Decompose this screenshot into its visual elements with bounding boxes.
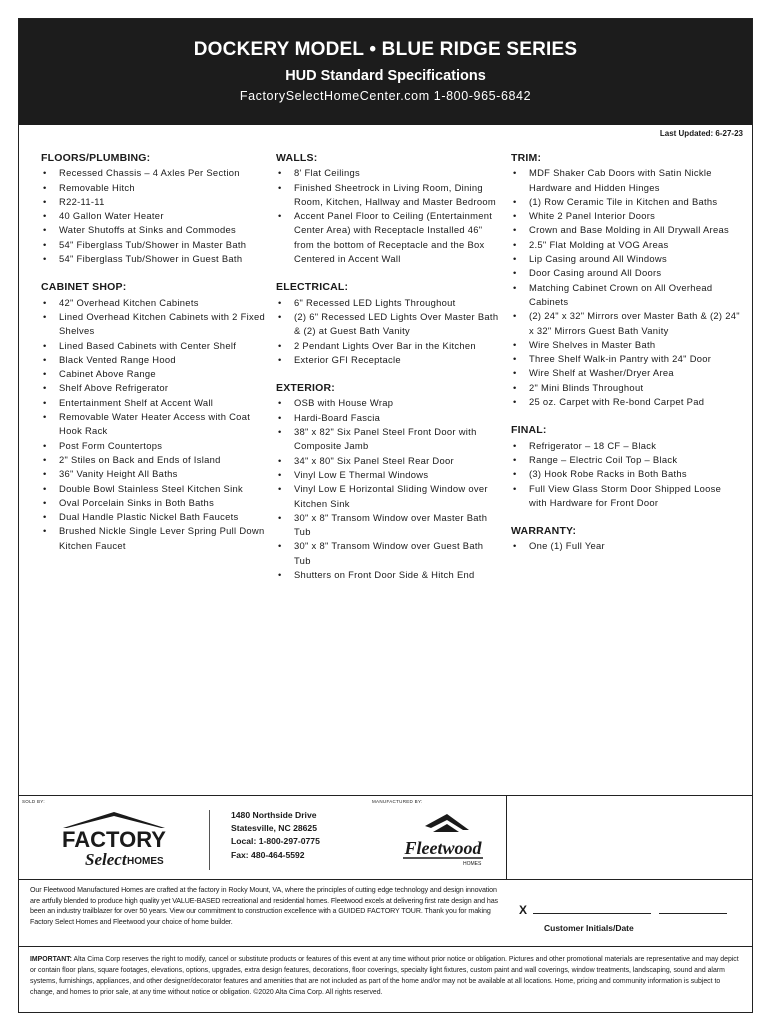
spec-item: • Lip Casing around All Windows: [511, 252, 741, 266]
section-title: FLOORS/PLUMBING:: [41, 152, 151, 164]
spec-item: • 36" Vanity Height All Baths: [41, 467, 273, 481]
section-title: WARRANTY:: [511, 525, 577, 538]
spec-list: [41, 166, 273, 266]
spec-column-2: [276, 151, 500, 596]
spec-item: • Shutters on Front Door Side & Hitch End: [276, 568, 500, 582]
spec-item: • 34" x 80" Six Panel Steel Rear Door: [276, 454, 500, 468]
spec-item: • 6" Recessed LED Lights Throughout: [276, 296, 500, 310]
manufactured-by-label: MANUFACTURED BY:: [372, 799, 423, 804]
spec-section: [511, 524, 741, 554]
initials-line: [519, 903, 749, 917]
spec-item: • Wire Shelves in Master Bath: [511, 338, 741, 352]
spec-item: • 38" x 82" Six Panel Steel Front Door with Composite Jamb: [276, 425, 500, 454]
spec-list: [511, 166, 741, 409]
section-title: ELECTRICAL:: [276, 281, 349, 294]
factory-logo-line2: Select: [85, 850, 127, 869]
spec-item: • Dual Handle Plastic Nickel Bath Faucets: [41, 510, 273, 524]
spec-column-3: [511, 151, 741, 568]
page-title: DOCKERY MODEL • BLUE RIDGE SERIES: [193, 39, 578, 60]
spec-item: • Wire Shelf at Washer/Dryer Area: [511, 366, 741, 380]
section-title: EXTERIOR:: [276, 382, 335, 395]
spec-column-1: [41, 151, 273, 567]
spec-item: • Matching Cabinet Crown on All Overhead Cabinets: [511, 281, 741, 310]
section-title: TRIM:: [511, 152, 542, 164]
spec-section: [41, 151, 273, 266]
spec-item: • Post Form Countertops: [41, 439, 273, 453]
spec-item: • Vinyl Low E Horizontal Sliding Window over Kitchen Sink: [276, 482, 500, 511]
section-title: FINAL:: [511, 424, 547, 437]
spec-section: [276, 151, 500, 266]
spec-section: [41, 280, 273, 553]
spec-item: • 30" x 8" Transom Window over Master Bath Tub: [276, 511, 500, 540]
header-banner: [19, 19, 752, 125]
spec-list: [41, 296, 273, 553]
spec-list: [276, 396, 500, 582]
fleetwood-logo-sub: HOMES: [463, 861, 482, 867]
signature-mark: X: [519, 903, 528, 917]
spec-item: • Exterior GFI Receptacle: [276, 353, 500, 367]
spec-item: • 40 Gallon Water Heater: [41, 209, 273, 223]
last-updated: Last Updated: 6-27-23: [659, 129, 743, 138]
spec-section: [511, 423, 741, 510]
initials-caption: Customer Initials/Date: [544, 923, 634, 933]
footer-divider-bottom: [19, 946, 752, 947]
footer-divider-middle: [19, 879, 752, 880]
legal-lead: IMPORTANT:: [30, 956, 72, 963]
spec-item: • 2" Stiles on Back and Ends of Island: [41, 453, 273, 467]
spec-item: • Removable Hitch: [41, 181, 273, 195]
spec-item: • (2) 24" x 32" Mirrors over Master Bath & (2) 24" x 32" Mirrors Guest Bath Vanity: [511, 309, 741, 338]
spec-section: [511, 151, 741, 409]
spec-list: [511, 539, 741, 553]
spec-item: • Oval Porcelain Sinks in Both Baths: [41, 496, 273, 510]
spec-item: • Door Casing around All Doors: [511, 266, 741, 280]
spec-item: • (1) Row Ceramic Tile in Kitchen and Baths: [511, 195, 741, 209]
factory-logo-line1: FACTORY: [62, 827, 166, 852]
spec-item: • White 2 Panel Interior Doors: [511, 209, 741, 223]
spec-list: [276, 166, 500, 266]
factory-logo-line3: HOMES: [127, 856, 164, 867]
legal-text: Alta Cima Corp reserves the right to modify, cancel or substitute products or features of this event at any time without prior notice or obligation. Pictures and other promotional materials are representative and may depict or contain floor plans, square footages, elevations, options, upgrades, extra design features, decorations, floor coverings, specialty light fixtures, custom paint and wall coverings, window treatments, landscaping, sound and alarm systems, furnishings, appliances, and other designer/decorator features and amenities that are not included as part of the home and/or may not be available at all locations. Home, pricing and community information is subject to change, and homes to prior sale, at any time without notice or obligation. ©2020 Alta Cima Corp. All rights reserved.: [30, 956, 739, 996]
spec-item: • Water Shutoffs at Sinks and Commodes: [41, 223, 273, 237]
spec-item: • 54" Fiberglass Tub/Shower in Master Bath: [41, 238, 273, 252]
spec-item: • Cabinet Above Range: [41, 367, 273, 381]
initials-block: [519, 903, 749, 933]
spec-item: • 2" Mini Blinds Throughout: [511, 381, 741, 395]
spec-item: • 25 oz. Carpet with Re-bond Carpet Pad: [511, 395, 741, 409]
spec-item: • Range – Electric Coil Top – Black: [511, 453, 741, 467]
spec-item: • Crown and Base Molding in All Drywall Areas: [511, 223, 741, 237]
spec-section: [276, 381, 500, 582]
spec-list: [511, 439, 741, 510]
spec-item: • Double Bowl Stainless Steel Kitchen Sink: [41, 482, 273, 496]
spec-item: • OSB with House Wrap: [276, 396, 500, 410]
spec-item: • Lined Based Cabinets with Center Shelf: [41, 339, 273, 353]
spec-sheet: [18, 18, 753, 1013]
section-title: CABINET SHOP:: [41, 281, 127, 294]
spec-item: • Recessed Chassis – 4 Axles Per Section: [41, 166, 273, 180]
spec-item: • (3) Hook Robe Racks in Both Baths: [511, 467, 741, 481]
spec-item: • Hardi-Board Fascia: [276, 411, 500, 425]
factory-select-homes-logo: [57, 810, 172, 872]
spec-item: • R22-11-11: [41, 195, 273, 209]
address-block: [231, 809, 320, 862]
spec-item: • 2.5" Flat Molding at VOG Areas: [511, 238, 741, 252]
spec-item: • Shelf Above Refrigerator: [41, 381, 273, 395]
spec-item: • Removable Water Heater Access with Coat Hook Rack: [41, 410, 273, 439]
spec-item: • Refrigerator – 18 CF – Black: [511, 439, 741, 453]
legal-disclaimer: [30, 954, 745, 998]
spec-item: • Vinyl Low E Thermal Windows: [276, 468, 500, 482]
address-fax: Fax: 480-464-5592: [231, 849, 305, 860]
spec-section: [276, 280, 500, 367]
address-street: 1480 Northside Drive: [231, 810, 317, 820]
spec-item: • Three Shelf Walk-in Pantry with 24" Door: [511, 352, 741, 366]
spec-item: • 30" x 8" Transom Window over Guest Bath Tub: [276, 539, 500, 568]
fleetwood-logo-name: Fleetwood: [404, 838, 482, 858]
spec-item: • 42" Overhead Kitchen Cabinets: [41, 296, 273, 310]
spec-item: • (2) 6" Recessed LED Lights Over Master Bath & (2) at Guest Bath Vanity: [276, 310, 500, 339]
spec-item: • MDF Shaker Cab Doors with Satin Nickle Hardware and Hidden Hinges: [511, 166, 741, 195]
logo-separator: [209, 810, 210, 870]
spec-item: • 2 Pendant Lights Over Bar in the Kitchen: [276, 339, 500, 353]
spec-item: • Brushed Nickle Single Lever Spring Pull Down Kitchen Faucet: [41, 524, 273, 553]
about-paragraph: Our Fleetwood Manufactured Homes are crafted at the factory in Rocky Mount, VA, where the principles of cutting edge technology and design innovation are artfully blended to produce high quality yet VALUE-BASED recreational and residential homes. Fleetwood excels at delivering first rate design and has been an industry trailblazer for over 50 years. View our commitment to construction excellence with a GUIDED FACTORY TOUR. Thank you for making Factory Select Homes and Fleetwood your choice of home builder.: [30, 886, 499, 926]
spec-item: • Accent Panel Floor to Ceiling (Entertainment Center Area) with Receptacle Installed 46" from the bottom of Receptacle and the Box Centered in Accent Wall: [276, 209, 500, 266]
logos-panel: [19, 796, 507, 879]
sold-by-label: SOLD BY:: [22, 799, 45, 804]
spec-item: • Finished Sheetrock in Living Room, Dining Room, Kitchen, Hallway and Master Bedroom: [276, 181, 500, 210]
address-local-phone: Local: 1-800-297-0775: [231, 836, 320, 847]
spec-item: • Entertainment Shelf at Accent Wall: [41, 396, 273, 410]
spec-item: • 8' Flat Ceilings: [276, 166, 500, 180]
spec-item: • 54" Fiberglass Tub/Shower in Guest Bath: [41, 252, 273, 266]
spec-item: • One (1) Full Year: [511, 539, 741, 553]
spec-item: • Full View Glass Storm Door Shipped Loose with Hardware for Front Door: [511, 482, 741, 511]
address-city: Statesville, NC 28625: [231, 823, 317, 834]
spec-list: [276, 296, 500, 367]
section-title: WALLS:: [276, 152, 318, 164]
page-subtitle: HUD Standard Specifications: [285, 68, 486, 84]
contact-line: FactorySelectHomeCenter.com 1-800-965-6842: [239, 89, 532, 103]
spec-item: • Black Vented Range Hood: [41, 353, 273, 367]
fleetwood-logo: [397, 812, 489, 870]
spec-item: • Lined Overhead Kitchen Cabinets with 2 Fixed Shelves: [41, 310, 273, 339]
